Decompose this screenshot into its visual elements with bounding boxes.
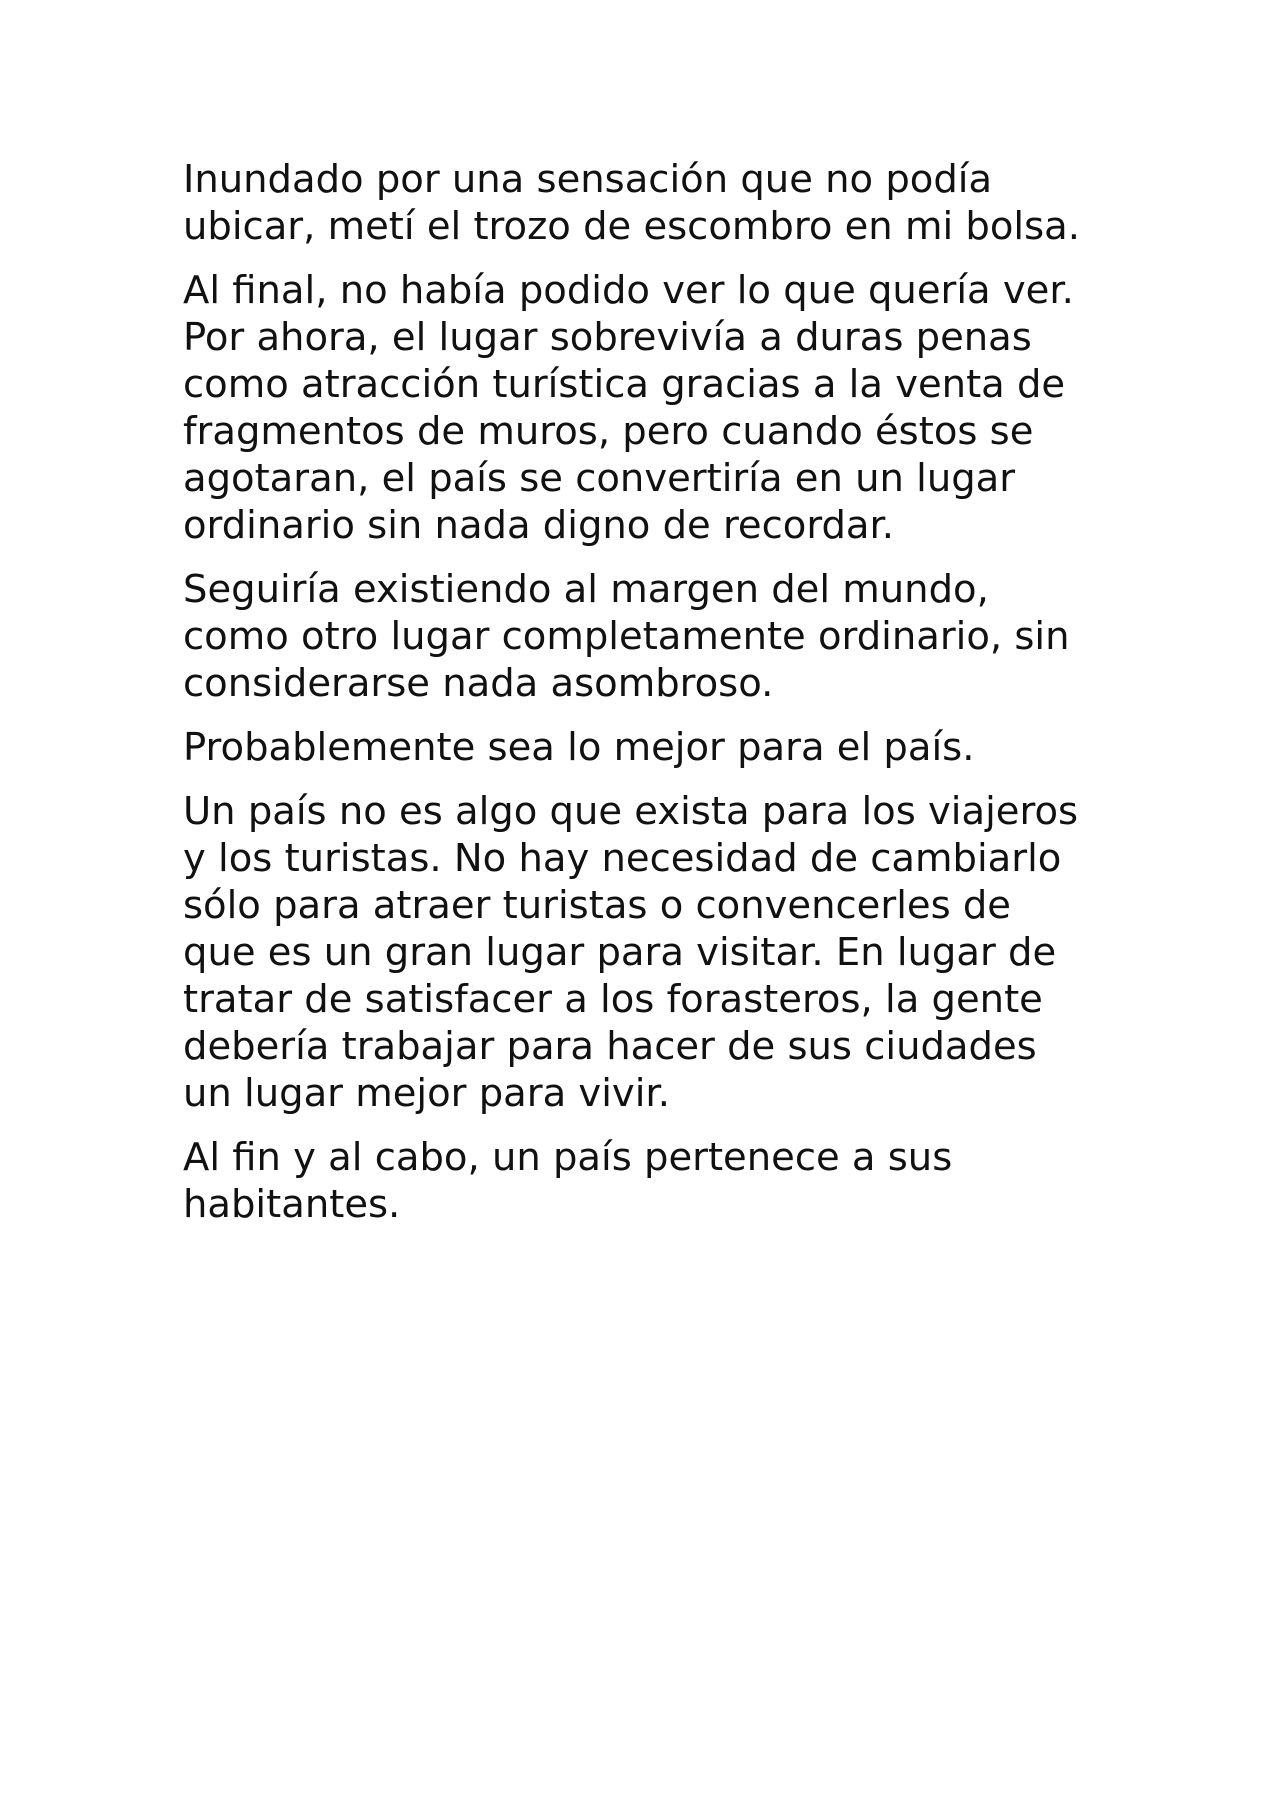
text-line: como otro lugar completamente ordinario, sin	[183, 614, 1070, 659]
text-line: y los turistas. No hay necesidad de cambiarlo	[183, 836, 1062, 881]
text-line: que es un gran lugar para visitar. En lugar de	[183, 930, 1057, 975]
text-line: considerarse nada asombroso.	[183, 661, 774, 706]
text-line: Un país no es algo que exista para los viajeros	[183, 789, 1079, 834]
text-line: fragmentos de muros, pero cuando éstos se	[183, 409, 1034, 454]
text-line: habitantes.	[183, 1182, 401, 1227]
paragraph-5	[183, 788, 1123, 1117]
paragraph-4	[183, 724, 1123, 771]
paragraph-2	[183, 267, 1123, 549]
body-text	[183, 156, 1123, 1245]
text-line: agotaran, el país se convertiría en un lugar	[183, 456, 1016, 501]
text-line: sólo para atraer turistas o convencerles de	[183, 883, 1011, 928]
paragraph-3	[183, 566, 1123, 707]
text-line: Al final, no había podido ver lo que quería ver.	[183, 268, 1074, 313]
text-line: ordinario sin nada digno de recordar.	[183, 503, 895, 548]
paragraph-1	[183, 156, 1123, 250]
text-line: Inundado por una sensación que no podía	[183, 157, 993, 202]
text-line: un lugar mejor para vivir.	[183, 1071, 670, 1116]
text-line: Al fin y al cabo, un país pertenece a sus	[183, 1135, 953, 1180]
text-line: Por ahora, el lugar sobrevivía a duras penas	[183, 315, 1032, 360]
text-line: Probablemente sea lo mejor para el país.	[183, 725, 975, 770]
text-line: Seguiría existiendo al margen del mundo,	[183, 567, 989, 612]
text-line: ubicar, metí el trozo de escombro en mi bolsa.	[183, 204, 1080, 249]
text-line: como atracción turística gracias a la venta de	[183, 362, 1066, 407]
text-line: tratar de satisfacer a los forasteros, la gente	[183, 977, 1043, 1022]
paragraph-6	[183, 1134, 1123, 1228]
text-line: debería trabajar para hacer de sus ciudades	[183, 1024, 1037, 1069]
